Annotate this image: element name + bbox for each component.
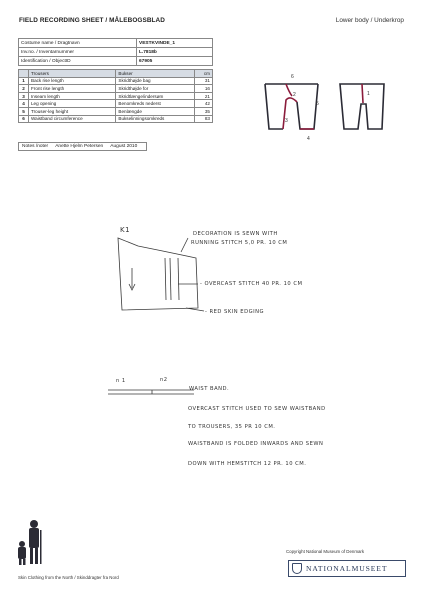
header-cell: cm: [195, 70, 213, 78]
footer-caption: Skin Clothing from the North / Skinddragter fra Nord: [18, 575, 119, 580]
row-english: Leg opening: [29, 100, 116, 108]
crest-icon: [292, 563, 302, 574]
waistband-n2-label: n2: [160, 377, 168, 383]
waistband-note-2: TO TROUSERS, 35 PR 10 CM.: [188, 424, 276, 430]
sheet-category: Lower body / Underkrop: [335, 17, 404, 24]
sketch-panel: [118, 238, 198, 310]
notes-date: August 2010: [110, 144, 138, 149]
left-leg-outline: [265, 84, 283, 129]
row-english: Waistband circumference: [29, 115, 116, 123]
label-6: 6: [291, 74, 294, 80]
row-cm: 42: [195, 100, 213, 108]
trousers-back-diagram: [340, 84, 384, 129]
header-cell: Trousers: [29, 70, 116, 78]
info-value: L.7818b: [137, 48, 213, 57]
row-cm: 16: [195, 85, 213, 93]
arrow-down-icon: [129, 268, 135, 290]
row-english: Front rise length: [29, 85, 116, 93]
waistband-n1-label: n 1: [116, 378, 126, 384]
row-number: 6: [19, 115, 29, 123]
row-cm: 21: [195, 92, 213, 100]
row-danish: Skridtlænge/indersøm: [116, 92, 195, 100]
back-rise-highlight: [362, 84, 363, 103]
sketch-label-k1: K1: [120, 226, 131, 234]
row-cm: 35: [195, 107, 213, 115]
sketch-seam: [165, 258, 166, 300]
info-label: Inv.no. / Inventarnummer: [19, 48, 137, 57]
trousers-front-diagram: [265, 84, 318, 129]
notes-author: Anette Hjelm Petersen: [55, 144, 104, 149]
row-danish: Benomkreds nederst: [116, 100, 195, 108]
waistband-note-4: DOWN WITH HEMSTITCH 12 PR. 10 CM.: [188, 461, 307, 467]
sheet-title: FIELD RECORDING SHEET / MÅLEBOGSBLAD: [19, 17, 165, 24]
inseam-highlight: [283, 98, 297, 129]
row-danish: Skridthøjde bag: [116, 77, 195, 85]
row-cm: 31: [195, 77, 213, 85]
label-3: 3: [285, 118, 288, 124]
waistband-note-3: WAISTBAND IS FOLDED INWARDS AND SEWN: [188, 441, 324, 447]
row-number: 5: [19, 107, 29, 115]
waistband-sketch: [108, 390, 194, 394]
museum-logo: [288, 560, 406, 577]
museum-name: NATIONALMUSEET: [306, 564, 388, 573]
leader-line: [181, 238, 188, 252]
copyright-text: Copyright National Museum of Denmark: [286, 549, 365, 554]
row-english: Trouser-leg height: [29, 107, 116, 115]
label-2: 2: [293, 92, 296, 98]
header-cell: Bukser: [116, 70, 195, 78]
front-rise-highlight: [286, 84, 292, 96]
waistband-note-1: OVERCAST STITCH USED TO SEW WAISTBAND: [188, 406, 326, 412]
row-english: Inseam length: [29, 92, 116, 100]
right-leg-outline: [297, 84, 318, 129]
label-1: 1: [367, 91, 370, 97]
label-4: 4: [307, 136, 310, 142]
row-english: Back rise length: [29, 77, 116, 85]
waistband-title: WAIST BAND.: [189, 386, 230, 392]
sketch-seam: [170, 258, 171, 300]
detail-sketch: [108, 238, 204, 394]
row-number: 3: [19, 92, 29, 100]
row-danish: Benlængde: [116, 107, 195, 115]
edging-note: - RED SKIN EDGING: [205, 309, 265, 315]
info-label: Identification / ObjectID: [19, 57, 137, 66]
decoration-note-2: RUNNING STITCH 5,0 PR. 10 CM: [191, 240, 288, 246]
info-value: 67905: [137, 57, 213, 66]
notes-label: Notes /noter: [22, 144, 49, 149]
sketch-seam: [178, 258, 179, 300]
overcast-note: - OVERCAST STITCH 40 PR. 10 CM: [200, 281, 303, 287]
label-5: 5: [316, 101, 319, 107]
decoration-note: DECORATION IS SEWN WITH: [193, 231, 278, 237]
info-label: Costume name / Dragtnavn: [19, 39, 137, 48]
row-danish: Skridthøjde for: [116, 85, 195, 93]
row-number: 2: [19, 85, 29, 93]
row-number: 4: [19, 100, 29, 108]
skin-clothing-logo: [18, 520, 42, 565]
row-danish: Bukselinningsomkreds: [116, 115, 195, 123]
row-number: 1: [19, 77, 29, 85]
row-cm: 83: [195, 115, 213, 123]
info-value: VESTKVINDE_1: [137, 39, 213, 48]
